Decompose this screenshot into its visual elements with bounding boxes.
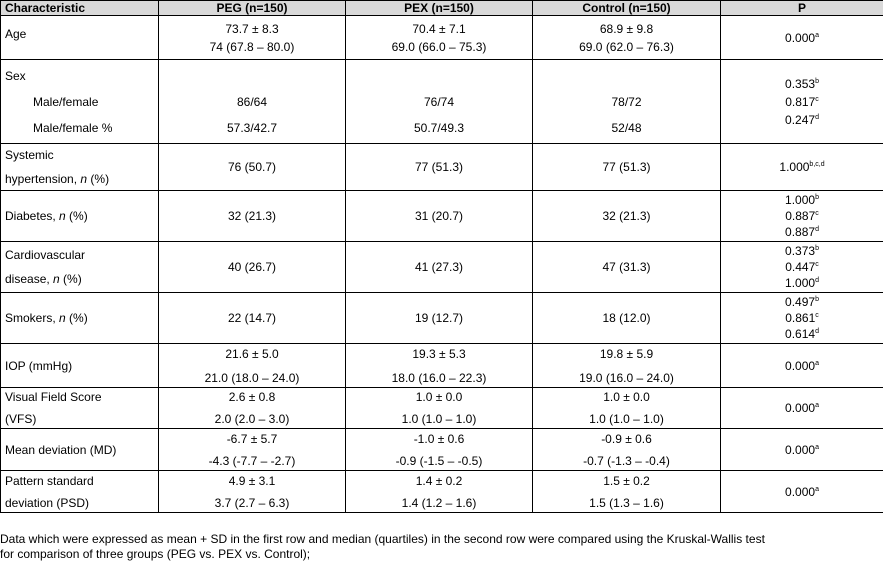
header-characteristic: Characteristic xyxy=(1,1,159,16)
row-cardiovascular xyxy=(1,242,883,293)
cell-smokers-peg: 22 (14.7) xyxy=(159,293,346,344)
cell-iop-p: 0.000$^a$ xyxy=(721,344,883,388)
row-vfs xyxy=(1,388,883,429)
cell-cardiovascular-control: 47 (31.3) xyxy=(533,242,721,293)
row-psd xyxy=(1,471,883,513)
cell-diabetes-peg: 32 (21.3) xyxy=(159,191,346,242)
cell-psd-p: 0.000$^a$ xyxy=(721,471,883,513)
cell-cardiovascular-p: 0.373$^b$ 0.447$^c$ 1.000$^d$ xyxy=(721,242,883,293)
cell-sex-control: 78/72 52/48 xyxy=(533,60,721,144)
label-smokers: Smokers, n (%) xyxy=(1,293,159,344)
cell-vfs-peg: 2.6 ± 0.8 2.0 (2.0 – 3.0) xyxy=(159,388,346,429)
cell-smokers-control: 18 (12.0) xyxy=(533,293,721,344)
cell-smokers-pex: 19 (12.7) xyxy=(346,293,533,344)
cell-psd-peg: 4.9 ± 3.1 3.7 (2.7 – 6.3) xyxy=(159,471,346,513)
cell-cardiovascular-pex: 41 (27.3) xyxy=(346,242,533,293)
cell-hypertension-p: 1.000$^{b,c,d}$ xyxy=(721,144,883,191)
cell-vfs-p: 0.000$^a$ xyxy=(721,388,883,429)
row-age xyxy=(1,16,883,60)
label-sex: Sex Male/female Male/female % xyxy=(1,60,159,144)
cell-diabetes-control: 32 (21.3) xyxy=(533,191,721,242)
cell-age-peg: 73.7 ± 8.3 74 (67.8 – 80.0) xyxy=(159,16,346,60)
row-sex xyxy=(1,60,883,144)
p-value: 0.353$^b$ xyxy=(725,75,879,93)
cell-iop-control: 19.8 ± 5.9 19.0 (16.0 – 24.0) xyxy=(533,344,721,388)
row-diabetes xyxy=(1,191,883,242)
cell-hypertension-control: 77 (51.3) xyxy=(533,144,721,191)
cell-age-pex: 70.4 ± 7.1 69.0 (66.0 – 75.3) xyxy=(346,16,533,60)
cell-md-peg: -6.7 ± 5.7 -4.3 (-7.7 – -2.7) xyxy=(159,429,346,471)
header-p: P xyxy=(721,1,883,16)
row-hypertension xyxy=(1,144,883,191)
cell-diabetes-pex: 31 (20.7) xyxy=(346,191,533,242)
cell-iop-peg: 21.6 ± 5.0 21.0 (18.0 – 24.0) xyxy=(159,344,346,388)
cell-sex-pex: 76/74 50.7/49.3 xyxy=(346,60,533,144)
cell-sex-p xyxy=(721,60,883,144)
cell-hypertension-pex: 77 (51.3) xyxy=(346,144,533,191)
cell-vfs-pex: 1.0 ± 0.0 1.0 (1.0 – 1.0) xyxy=(346,388,533,429)
row-iop xyxy=(1,344,883,388)
cell-age-p: 0.000$^a$ xyxy=(721,16,883,60)
cell-md-control: -0.9 ± 0.6 -0.7 (-1.3 – -0.4) xyxy=(533,429,721,471)
cell-cardiovascular-peg: 40 (26.7) xyxy=(159,242,346,293)
row-smokers xyxy=(1,293,883,344)
row-md xyxy=(1,429,883,471)
p-value: 0.817$^c$ xyxy=(725,93,879,111)
header-peg: PEG (n=150) xyxy=(159,1,346,16)
cell-vfs-control: 1.0 ± 0.0 1.0 (1.0 – 1.0) xyxy=(533,388,721,429)
cell-diabetes-p: 1.000$^b$ 0.887$^c$ 0.887$^d$ xyxy=(721,191,883,242)
cell-sex-peg: 86/64 57.3/42.7 xyxy=(159,60,346,144)
label-psd: Pattern standard deviation (PSD) xyxy=(1,471,159,513)
header-row xyxy=(1,1,883,16)
footnote-line-2: for comparison of three groups (PEG vs. PEX vs. Control); xyxy=(0,547,883,562)
cell-hypertension-peg: 76 (50.7) xyxy=(159,144,346,191)
label-md: Mean deviation (MD) xyxy=(1,429,159,471)
label-hypertension: Systemic hypertension, n (%) xyxy=(1,144,159,191)
p-value: 0.247$^d$ xyxy=(725,111,879,129)
cell-psd-control: 1.5 ± 0.2 1.5 (1.3 – 1.6) xyxy=(533,471,721,513)
cell-md-p: 0.000$^a$ xyxy=(721,429,883,471)
header-control: Control (n=150) xyxy=(533,1,721,16)
cell-smokers-p: 0.497$^b$ 0.861$^c$ 0.614$^d$ xyxy=(721,293,883,344)
footnote-line-1: Data which were expressed as mean + SD in the first row and median (quartiles) in the second row were compared using the Kruskal-Wallis test xyxy=(0,532,883,547)
label-cardiovascular: Cardiovascular disease, n (%) xyxy=(1,242,159,293)
label-vfs: Visual Field Score (VFS) xyxy=(1,388,159,429)
label-iop: IOP (mmHg) xyxy=(1,344,159,388)
label-age: Age xyxy=(1,16,159,60)
cell-md-pex: -1.0 ± 0.6 -0.9 (-1.5 – -0.5) xyxy=(346,429,533,471)
label-diabetes: Diabetes, n (%) xyxy=(1,191,159,242)
header-pex: PEX (n=150) xyxy=(346,1,533,16)
cell-age-control: 68.9 ± 9.8 69.0 (62.0 – 76.3) xyxy=(533,16,721,60)
cell-psd-pex: 1.4 ± 0.2 1.4 (1.2 – 1.6) xyxy=(346,471,533,513)
cell-iop-pex: 19.3 ± 5.3 18.0 (16.0 – 22.3) xyxy=(346,344,533,388)
